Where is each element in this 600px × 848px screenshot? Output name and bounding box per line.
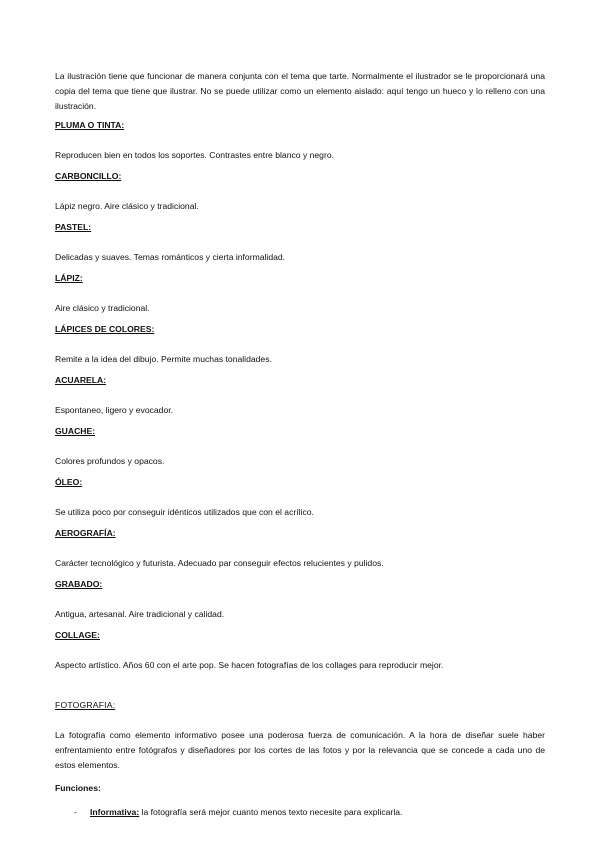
section-title-grabado: GRABADO: (55, 579, 103, 589)
section-title-guache: GUACHE: (55, 426, 96, 436)
section-body-pastel: Delicadas y suaves. Temas románticos y cierta informalidad. (55, 252, 286, 262)
section-title-collage: COLLAGE: (55, 630, 100, 640)
section-body-lapices-colores: Remite a la idea del dibujo. Permite muchas tonalidades. (55, 354, 272, 364)
section-body-pluma: Reproducen bien en todos los soportes. Contrastes entre blanco y negro. (55, 150, 334, 160)
fotografia-paragraph: La fotografía como elemento informativo posee una poderosa fuerza de comunicación. A la hora de diseñar suele haber enfrentamiento entre fotógrafos y diseñadores por los cortes de las fotos y por la relevancia que se concede a cada uno de estos elementos. (55, 730, 545, 770)
section-title-acuarela: ACUARELA: (55, 375, 107, 385)
list-item-text: la fotografía será mejor cuanto menos texto necesite para explicarla. (139, 807, 403, 817)
funciones-list (55, 805, 545, 820)
section-title-lapiz: LÁPIZ: (55, 273, 83, 283)
section-body-acuarela: Espontaneo, ligero y evocador. (55, 405, 174, 415)
fotografia-title: FOTOGRAFIA: (55, 700, 116, 710)
section-body-aerografia: Carácter tecnológico y futurista. Adecuado par conseguir efectos relucientes y pulidos. (55, 558, 384, 568)
section-title-pluma: PLUMA O TINTA: (55, 120, 125, 130)
intro-paragraph: La ilustración tiene que funcionar de manera conjunta con el tema que tarte. Normalmente el ilustrador se le proporcionará una copia del tema que tiene que ilustrar. No se puede utilizar como un elemento aislado: aquí tengo un hueco y lo relleno con una ilustración. (55, 71, 545, 111)
section-title-lapices-colores: LÁPICES DE COLORES: (55, 324, 155, 334)
section-title-carboncillo: CARBONCILLO: (55, 171, 122, 181)
section-body-collage: Aspecto artístico. Años 60 con el arte pop. Se hacen fotografías de los collages para reproducir mejor. (55, 660, 444, 670)
section-title-pastel: PASTEL: (55, 222, 92, 232)
funciones-label: Funciones: (55, 783, 101, 793)
section-title-oleo: ÓLEO: (55, 477, 83, 487)
section-body-lapiz: Aire clásico y tradicional. (55, 303, 150, 313)
section-body-carboncillo: Lápiz negro. Aire clásico y tradicional. (55, 201, 199, 211)
section-body-oleo: Se utiliza poco por conseguir idénticos utilizados que con el acrílico. (55, 507, 314, 517)
section-body-guache: Colores profundos y opacos. (55, 456, 165, 466)
section-title-aerografia: AEROGRAFÍA: (55, 528, 116, 538)
document-content (55, 69, 545, 820)
section-body-grabado: Antigua, artesanal. Aire tradicional y calidad. (55, 609, 225, 619)
list-dash: - (74, 807, 77, 817)
list-item (55, 805, 545, 820)
list-item-term: Informativa: (90, 807, 140, 817)
